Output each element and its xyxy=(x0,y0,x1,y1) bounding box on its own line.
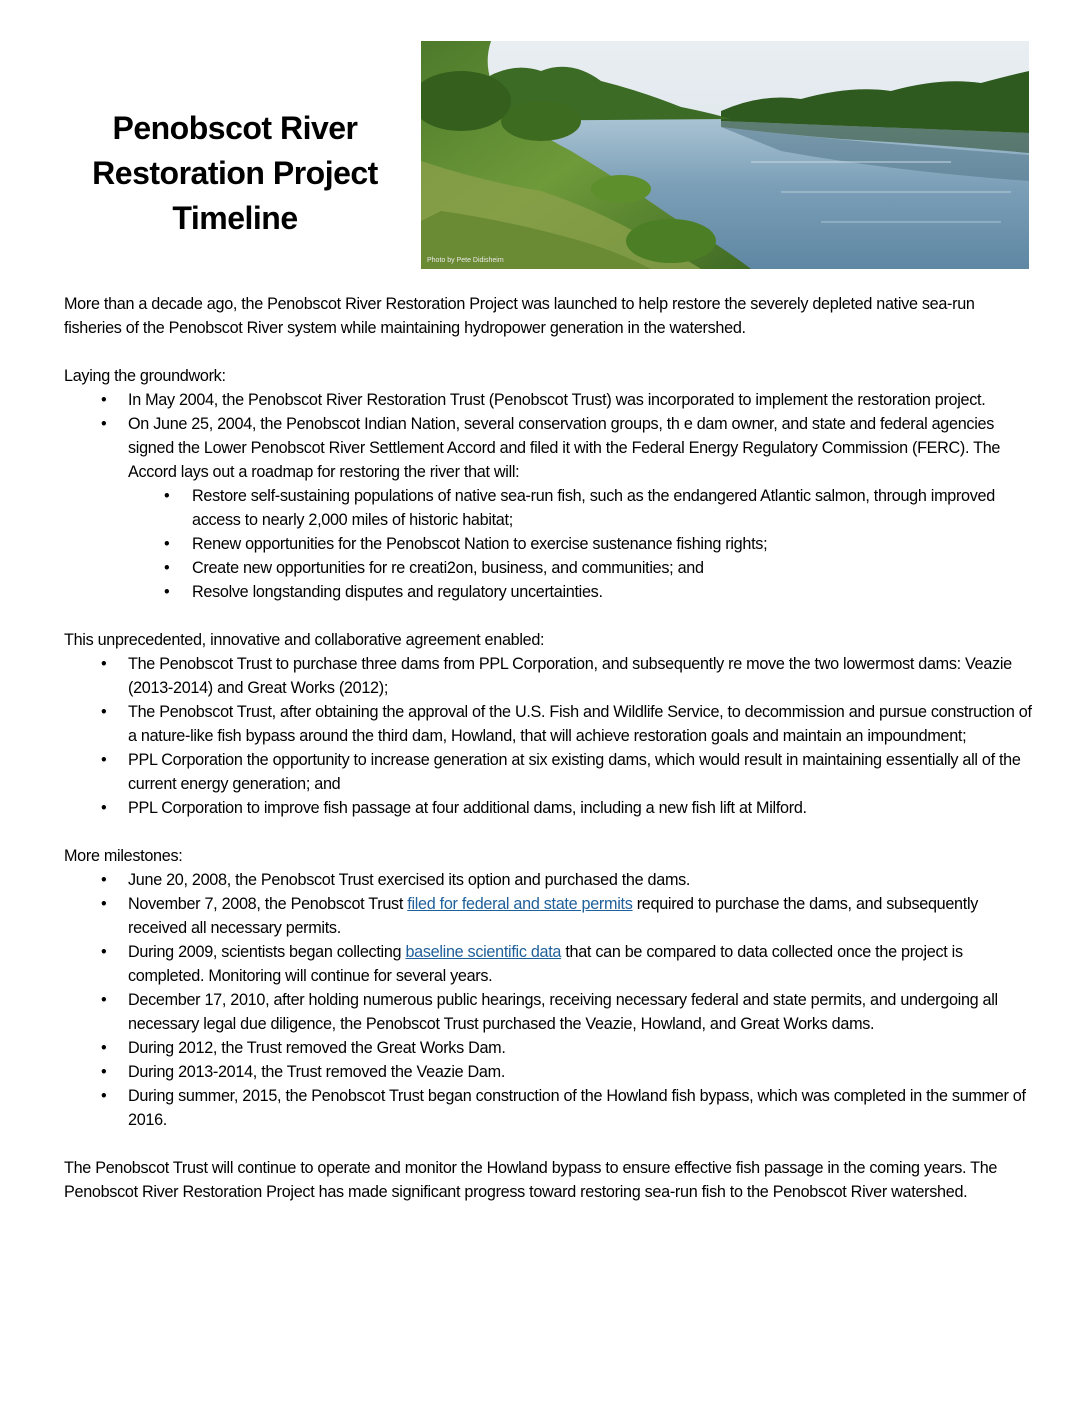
list-item: • In May 2004, the Penobscot River Restoration Trust (Penobscot Trust) was incorporated to implement the restoration project. xyxy=(64,388,1034,412)
list-item: • December 17, 2010, after holding numerous public hearings, receiving necessary federal and state permits, and undergoing all necessary legal due diligence, the Penobscot Trust purchased the Veazie, Howland, and Great Works dams. xyxy=(64,988,1034,1036)
list-item-text: On June 25, 2004, the Penobscot Indian Nation, several conservation groups, th e dam owner, and state and federal agencies signed the Lower Penobscot River Settlement Accord and filed it with the Federal Energy Regulatory Commission (FERC). The Accord lays out a roadmap for restoring the river that will: xyxy=(128,415,1001,481)
closing-paragraph: The Penobscot Trust will continue to operate and monitor the Howland bypass to ensure effective fish passage in the coming years. The Penobscot River Restoration Project has made significant progress toward restoring sea-run fish to the Penobscot River watershed. xyxy=(64,1159,998,1201)
list-item xyxy=(64,940,1034,988)
title-line-1: Penobscot River xyxy=(112,110,358,146)
title-line-2: Restoration Project xyxy=(92,155,378,191)
list-item: • PPL Corporation to improve fish passage at four additional dams, including a new fish lift at Milford. xyxy=(64,796,1034,820)
agreement-list xyxy=(64,652,1034,820)
list-item: • During 2012, the Trust removed the Great Works Dam. xyxy=(64,1036,1034,1060)
photo-credit: Photo by Pete Didisheim xyxy=(427,257,504,264)
list-item: • June 20, 2008, the Penobscot Trust exercised its option and purchased the dams. xyxy=(64,868,1034,892)
list-item: • Renew opportunities for the Penobscot Nation to exercise sustenance fishing rights; xyxy=(128,532,1034,556)
list-item: • PPL Corporation the opportunity to increase generation at six existing dams, which would result in maintaining essentially all of the current energy generation; and xyxy=(64,748,1034,796)
river-landscape-image xyxy=(421,41,1029,269)
groundwork-heading: Laying the groundwork: xyxy=(64,367,226,385)
list-item: • The Penobscot Trust, after obtaining the approval of the U.S. Fish and Wildlife Service, to decommission and pursue construction of a nature-like fish bypass around the third dam, Howland, that will achieve restoration goals and maintain an impoundment; xyxy=(64,700,1034,748)
intro-paragraph: More than a decade ago, the Penobscot River Restoration Project was launched to help restore the severely depleted native sea-run fisheries of the Penobscot River system while maintaining hydropower generation in the watershed. xyxy=(64,295,975,337)
permits-link[interactable]: filed for federal and state permits xyxy=(407,895,633,913)
list-item: • During summer, 2015, the Penobscot Trust began construction of the Howland fish bypass, which was completed in the summer of 2016. xyxy=(64,1084,1034,1132)
page-title xyxy=(60,106,410,241)
list-item xyxy=(64,412,1034,604)
title-line-3: Timeline xyxy=(172,200,298,236)
list-item-text: that can be compared to data collected once the project is completed. Monitoring will continue for several years. xyxy=(128,943,963,985)
baseline-data-link[interactable]: baseline scientific data xyxy=(405,943,562,961)
accord-goals-list xyxy=(128,484,1034,604)
list-item: • During 2013-2014, the Trust removed the Veazie Dam. xyxy=(64,1060,1034,1084)
agreement-heading: This unprecedented, innovative and collaborative agreement enabled: xyxy=(64,631,545,649)
list-item: • Resolve longstanding disputes and regulatory uncertainties. xyxy=(128,580,1034,604)
groundwork-list xyxy=(64,388,1034,604)
milestones-list xyxy=(64,868,1034,1132)
document-body xyxy=(64,292,1034,1204)
list-item-text: November 7, 2008, the Penobscot Trust xyxy=(128,895,408,913)
list-item-text: During 2009, scientists began collecting xyxy=(128,943,406,961)
list-item: • Restore self-sustaining populations of native sea-run fish, such as the endangered Atlantic salmon, through improved access to nearly 2,000 miles of historic habitat; xyxy=(128,484,1034,532)
list-item: • Create new opportunities for re creati2on, business, and communities; and xyxy=(128,556,1034,580)
list-item-text: required to purchase the dams, and subsequently received all necessary permits. xyxy=(128,895,979,937)
milestones-heading: More milestones: xyxy=(64,847,183,865)
list-item: • The Penobscot Trust to purchase three dams from PPL Corporation, and subsequently re move the two lowermost dams: Veazie (2013-2014) and Great Works (2012); xyxy=(64,652,1034,700)
list-item xyxy=(64,892,1034,940)
river-photo xyxy=(421,41,1029,269)
